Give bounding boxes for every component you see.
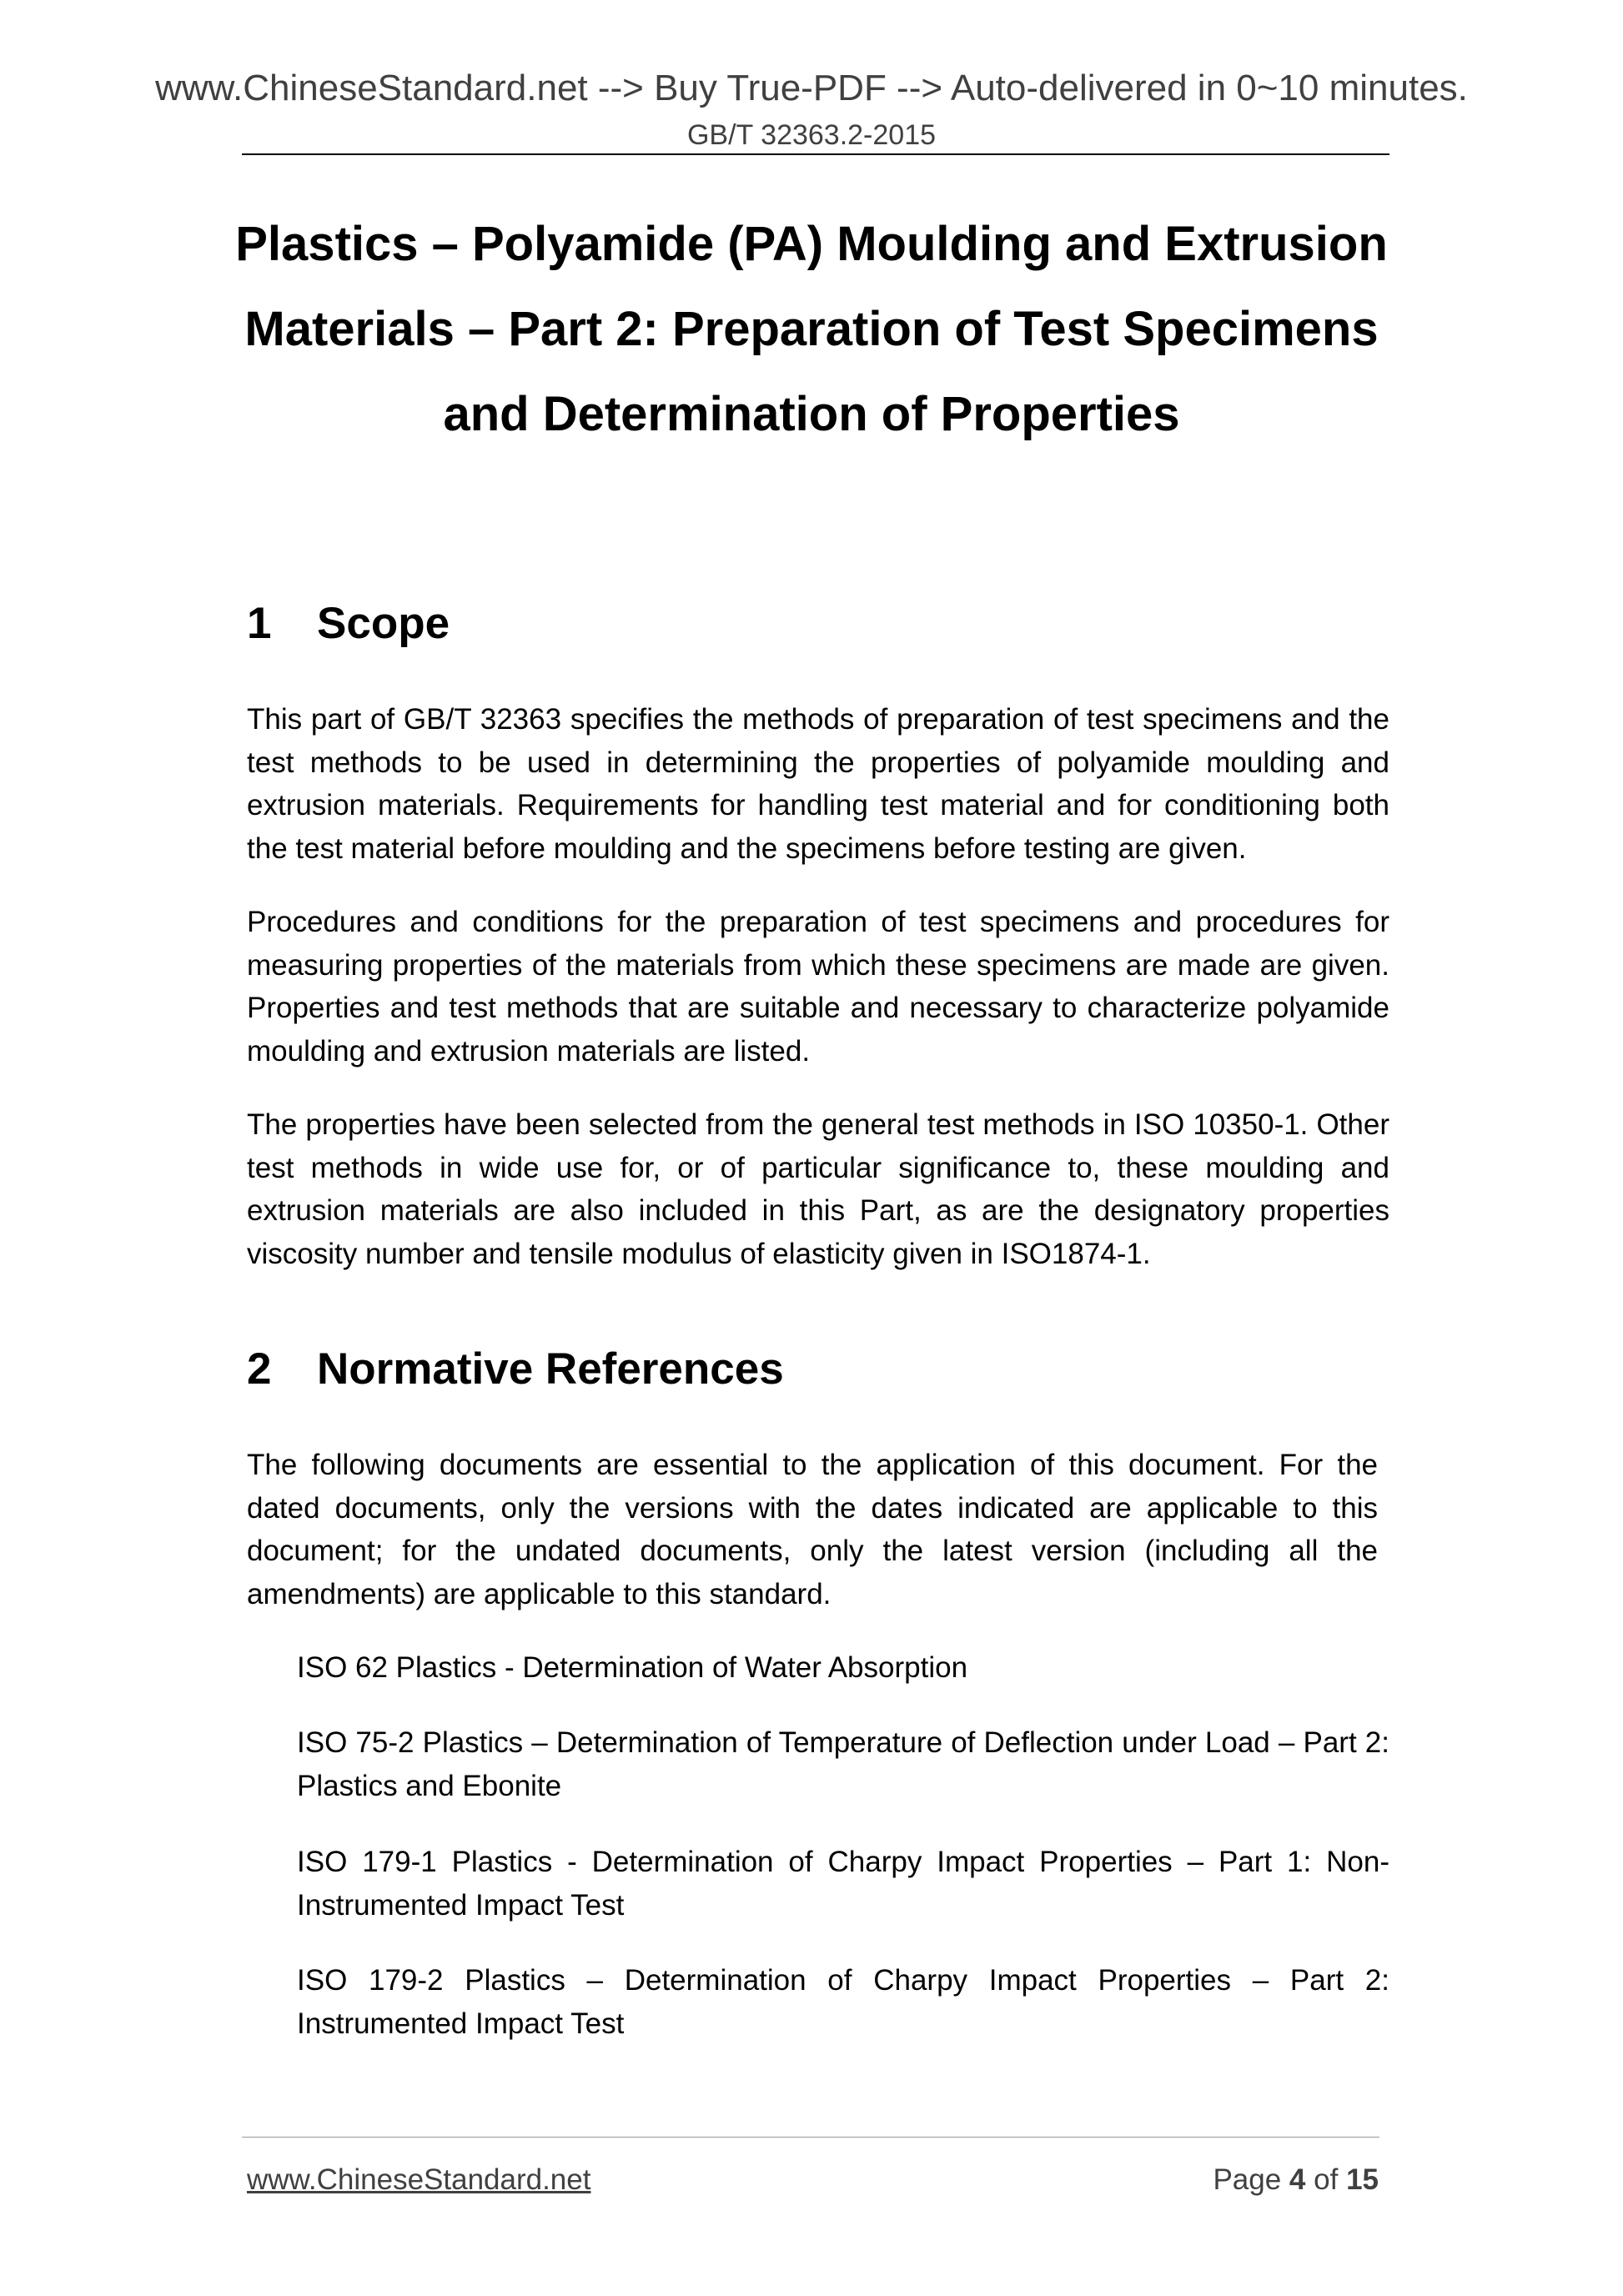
reference-item: ISO 179-1 Plastics - Determination of Charpy Impact Properties – Part 1: Non-Instrumented Impact Test [297, 1846, 1389, 1922]
section-2-heading [247, 1343, 784, 1396]
section-title: Normative References [317, 1344, 784, 1394]
reference-item: ISO 75-2 Plastics – Determination of Temperature of Deflection under Load – Part 2: Plastics and Ebonite [297, 1726, 1389, 1802]
reference-item: ISO 179-2 Plastics – Determination of Charpy Impact Properties – Part 2: Instrumented Impact Test [297, 1964, 1389, 2040]
scope-paragraph-2: Procedures and conditions for the preparation of test specimens and procedures for measuring properties of the materials from which these specimens are made are given. Properties and test methods that are suitable and necessary to characterize polyamide moulding and extrusion materials are listed. [247, 906, 1389, 1068]
document-number: GB/T 32363.2-2015 [686, 119, 937, 151]
section-title: Scope [317, 599, 450, 648]
normative-references-paragraph: The following documents are essential to the application of this document. For the dated documents, only the versions with the dates indicated are applicable to this document; for the undated documents, only the latest version (including all the amendments) are applicable to this standard. [247, 1449, 1378, 1610]
page-indicator [1213, 2162, 1379, 2198]
footer-website-link[interactable]: www.ChineseStandard.net [247, 2163, 591, 2196]
document-title: Plastics – Polyamide (PA) Moulding and Extrusion Materials – Part 2: Preparation of Test Specimens and Determination of Properties [235, 217, 1388, 441]
section-number: 1 [247, 599, 272, 648]
page-label: Page [1213, 2163, 1282, 2196]
page-of: of [1314, 2163, 1339, 2196]
reference-item: ISO 62 Plastics - Determination of Water Absorption [297, 1651, 968, 1684]
footer-divider [242, 2137, 1379, 2138]
scope-paragraph-1: This part of GB/T 32363 specifies the methods of preparation of test specimens and the test methods to be used in determining the properties of polyamide moulding and extrusion materials. Requirements for handling test material and for conditioning both the test material before moulding and the specimens before testing are given. [247, 703, 1389, 865]
header-divider [242, 153, 1389, 155]
section-number: 2 [247, 1344, 272, 1394]
header-banner: www.ChineseStandard.net --> Buy True-PDF --> Auto-delivered in 0~10 minutes. [155, 68, 1468, 108]
page-total: 15 [1346, 2163, 1379, 2196]
scope-paragraph-3: The properties have been selected from the general test methods in ISO 10350-1. Other test methods in wide use for, or of particular significance to, these moulding and extrusion materials are also included in this Part, as are the designatory properties viscosity number and tensile modulus of elasticity given in ISO1874-1. [247, 1108, 1389, 1270]
section-1-heading [247, 597, 450, 651]
page-current: 4 [1289, 2163, 1306, 2196]
